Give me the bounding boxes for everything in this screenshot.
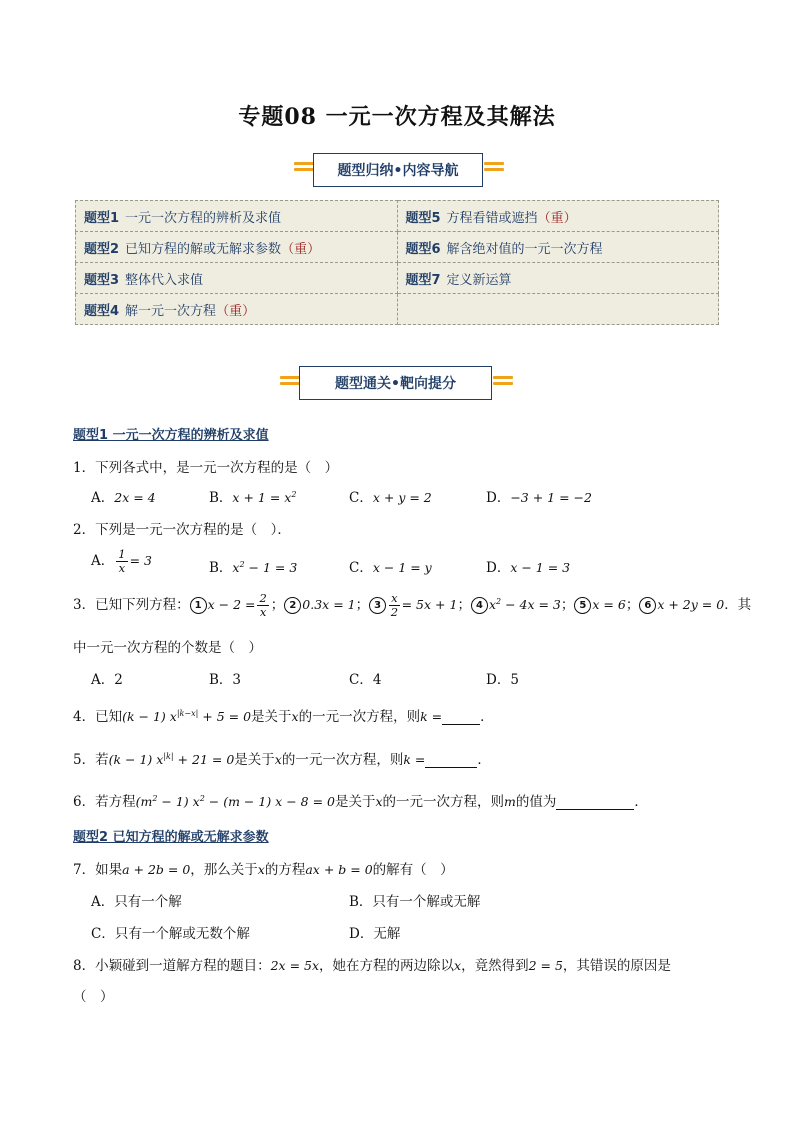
question-2-option-c[interactable]: C．x − 1 = y xyxy=(349,560,432,576)
section-heading: 题型2 已知方程的解或无解求参数 xyxy=(73,830,269,845)
question-3-option-d[interactable]: D．5 xyxy=(486,672,519,688)
nav-cell[interactable]: 题型4 解一元一次方程（重） xyxy=(76,294,398,325)
question-5: 5．若(k − 1) $x^{|k|} + 21 = 0$是关于x的一元一次方程，则k = ． xyxy=(73,751,491,768)
question-2-stem: 2．下列是一元一次方程的是（ ）． xyxy=(73,522,291,538)
decor-bars-icon xyxy=(493,376,513,390)
nav-cell[interactable]: 题型5 方程看错或遮挡（重） xyxy=(397,201,719,232)
answer-blank[interactable] xyxy=(425,767,477,768)
decor-bars-icon xyxy=(280,376,300,390)
question-7-option-d[interactable]: D．无解 xyxy=(349,926,401,942)
question-3-stem: 3．已知下列方程： 1 x − 2 = $\frac{2}{x}$ ； 2 0.3x = 1； 3 $\frac{x}{2}$ = 5x + 1； 4 $x^2 - 4x = 3$； 5 x = 6； 6 x + 2y = 0．其 xyxy=(73,591,752,619)
question-1-option-a[interactable]: A．2x = 4 xyxy=(91,490,156,506)
question-2-option-d[interactable]: D．x − 1 = 3 xyxy=(486,560,571,576)
section-heading: 题型1 一元一次方程的辨析及求值 xyxy=(73,428,269,443)
section-banner-practice: 题型通关•靶向提分 xyxy=(299,366,492,400)
page-title: 专题08 一元一次方程及其解法 xyxy=(238,104,556,130)
nav-cell[interactable]: 题型1 一元一次方程的辨析及求值 xyxy=(76,201,398,232)
nav-cell-empty xyxy=(397,294,719,325)
question-3-option-c[interactable]: C．4 xyxy=(349,672,382,688)
answer-blank[interactable] xyxy=(556,809,634,810)
question-7-stem: 7．如果a + 2b = 0，那么关于x的方程ax + b = 0的解有（ ） xyxy=(73,862,454,878)
decor-bars-icon xyxy=(484,162,504,176)
question-1-option-c[interactable]: C．x + y = 2 xyxy=(349,490,432,506)
question-1-option-b[interactable]: B．$x + 1 = x^2$ xyxy=(209,489,297,506)
question-1-stem: 1．下列各式中，是一元一次方程的是（ ） xyxy=(73,460,339,476)
question-6: 6．若方程$(m^2 - 1) x^2 - (m - 1) x - 8 = 0$是关于x的一元一次方程，则m的值为 ． xyxy=(73,793,648,810)
question-8-stem-line2: （ ） xyxy=(73,989,114,1005)
decor-bars-icon xyxy=(294,162,314,176)
nav-cell[interactable]: 题型2 已知方程的解或无解求参数（重） xyxy=(76,232,398,263)
answer-blank[interactable] xyxy=(442,724,480,725)
question-2-option-b[interactable]: B．$x^2 - 1 = 3$ xyxy=(209,559,298,576)
question-7-option-c[interactable]: C．只有一个解或无数个解 xyxy=(91,926,250,942)
topic-navigation-table xyxy=(75,200,719,325)
section-banner-navigation: 题型归纳•内容导航 xyxy=(313,153,483,187)
nav-cell[interactable]: 题型7 定义新运算 xyxy=(397,263,719,294)
question-3-option-a[interactable]: A．2 xyxy=(91,672,123,688)
nav-cell[interactable]: 题型3 整体代入求值 xyxy=(76,263,398,294)
question-8-stem: 8．小颖碰到一道解方程的题目：2x = 5x，她在方程的两边除以x，竟然得到2 = 5，其错误的原因是 xyxy=(73,958,671,974)
question-7-option-a[interactable]: A．只有一个解 xyxy=(91,894,182,910)
question-2-option-a[interactable]: A． $\frac{1}{x}$ = 3 xyxy=(91,547,152,575)
question-3-stem-line2: 中一元一次方程的个数是（ ） xyxy=(73,640,262,656)
question-4: 4．已知(k − 1) $x^{|k-x|} + 5 = 0$是关于x的一元一次方程，则k = ． xyxy=(73,708,494,725)
question-3-option-b[interactable]: B．3 xyxy=(209,672,242,688)
question-1-option-d[interactable]: D．−3 + 1 = −2 xyxy=(486,490,592,506)
nav-cell[interactable]: 题型6 解含绝对值的一元一次方程 xyxy=(397,232,719,263)
question-7-option-b[interactable]: B．只有一个解或无解 xyxy=(349,894,481,910)
